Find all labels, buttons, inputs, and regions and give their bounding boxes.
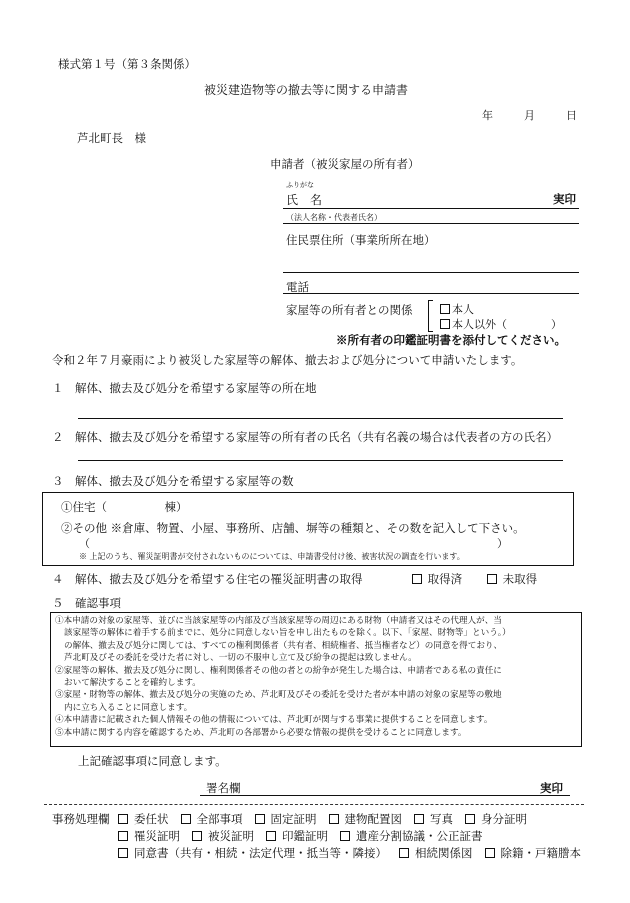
address-line[interactable]	[283, 272, 579, 273]
checkbox-icon[interactable]	[399, 848, 409, 858]
confirmation-line: の解体、撤去及び処分に関しては、すべての権利関係者（共有者、相続権者、抵当権者など）の同意を得ており、	[64, 640, 503, 651]
office-item[interactable]: 印鑑証明	[266, 829, 334, 843]
office-item[interactable]: 委任状	[118, 812, 175, 826]
checkbox-icon[interactable]	[329, 814, 339, 824]
signature-seal-label: 実印	[540, 781, 563, 795]
confirmation-box	[50, 612, 582, 747]
checkbox-icon[interactable]	[192, 831, 202, 841]
furigana-label: ふりがな	[286, 181, 314, 189]
seal-certificate-notice: ※所有者の印鑑証明書を添付してください。	[336, 333, 566, 347]
checkbox-icon[interactable]	[414, 814, 424, 824]
checkbox-icon[interactable]	[118, 831, 128, 841]
office-row-1	[118, 811, 539, 827]
checkbox-icon[interactable]	[487, 574, 497, 584]
agree-text: 上記確認事項に同意します。	[78, 754, 227, 768]
certificate-not-obtained-option[interactable]: 未取得	[487, 571, 537, 587]
date-month: 月	[524, 109, 535, 122]
form-number: 様式第１号（第３条関係）	[58, 57, 196, 71]
office-item[interactable]: 全部事項	[181, 812, 249, 826]
checkbox-icon[interactable]	[465, 814, 475, 824]
dashed-divider	[44, 804, 584, 805]
office-processing-label: 事務処理欄	[52, 812, 110, 826]
section-4-heading: ４ 解体、撤去及び処分を希望する住宅の罹災証明書の取得	[52, 572, 363, 586]
confirmation-line: 該家屋等の解体に着手する前までに、処分に同意しない旨を申し出たものを除く。以下、「家屋、財物等」という。）	[64, 628, 511, 639]
office-item[interactable]: 建物配置図	[329, 812, 409, 826]
relation-bracket	[428, 300, 433, 332]
addressee: 芦北町長 様	[77, 131, 146, 145]
office-row-3	[118, 845, 593, 861]
certificate-obtained-option[interactable]: 取得済	[412, 571, 462, 587]
checkbox-icon[interactable]	[412, 574, 422, 584]
relation-self-option[interactable]: 本人	[440, 301, 474, 317]
housing-count: ①住宅（ 棟）	[61, 500, 188, 514]
corp-note: （法人名称・代表者氏名）	[286, 213, 382, 222]
date-day: 日	[566, 109, 577, 122]
office-item[interactable]: 相続関係図	[399, 846, 479, 860]
address-label: 住民票住所（事業所所在地）	[286, 233, 436, 247]
relation-label: 家屋等の所有者との関係	[286, 303, 413, 317]
name-line[interactable]	[283, 208, 579, 209]
applicant-heading: 申請者（被災家屋の所有者）	[270, 157, 420, 171]
checkbox-icon[interactable]	[118, 814, 128, 824]
checkbox-icon[interactable]	[266, 831, 276, 841]
name-label: 氏 名	[286, 193, 323, 207]
checkbox-icon[interactable]	[181, 814, 191, 824]
seal-label: 実印	[553, 192, 576, 206]
checkbox-icon[interactable]	[118, 848, 128, 858]
corp-line[interactable]	[283, 223, 579, 224]
confirmation-line: おいて解決することを確約します。	[64, 678, 201, 689]
office-item[interactable]: 遺産分割協議・公正証書	[340, 829, 489, 843]
confirmation-line: ③家屋・財物等の解体、撤去及び処分の実施のため、芦北町及びその委託を受けた者が本申請の対象の家屋等の敷地	[55, 690, 502, 701]
building-count-box	[42, 492, 574, 566]
other-buildings: ②その他 ※倉庫、物置、小屋、事務所、店舗、塀等の種類と、その数を記入して下さい。	[61, 521, 525, 535]
relation-other-option[interactable]: 本人以外（ ）	[440, 316, 562, 332]
confirmation-line: ②家屋等の解体、撤去及び処分に関し、権利関係者その他の者との紛争が発生した場合は、申請者である私の責任に	[55, 665, 502, 676]
section-1-input-line[interactable]	[78, 418, 563, 419]
office-item[interactable]: 除籍・戸籍謄本	[485, 846, 588, 860]
section-2-heading: ２ 解体、撤去及び処分を希望する家屋等の所有者の氏名（共有名義の場合は代表者の方の氏名）	[52, 430, 558, 444]
signature-label: 署名欄	[206, 781, 241, 795]
building-count-note: ※ 上記のうち、罹災証明書が交付されないものについては、申請書受付け後、被害状況の調査を行います。	[79, 552, 465, 561]
office-item[interactable]: 身分証明	[465, 812, 533, 826]
checkbox-icon[interactable]	[340, 831, 350, 841]
office-item[interactable]: 被災証明	[192, 829, 260, 843]
form-title: 被災建造物等の撤去等に関する申請書	[204, 83, 409, 97]
confirmation-line: ⑤本申請に関する内容を確認するため、芦北町の各部署から必要な情報の提供を受けることに同意します。	[55, 727, 467, 738]
phone-label: 電話	[286, 280, 309, 294]
date-year: 年	[482, 109, 493, 122]
checkbox-icon[interactable]	[440, 319, 450, 329]
confirmation-list	[55, 615, 511, 739]
signature-line[interactable]	[200, 795, 570, 796]
checkbox-icon[interactable]	[440, 304, 450, 314]
section-5-heading: ５ 確認事項	[52, 596, 121, 610]
request-statement: 令和２年７月豪雨により被災した家屋等の解体、撤去および処分について申請いたします。	[52, 353, 523, 367]
section-2-input-line[interactable]	[78, 460, 563, 461]
office-item[interactable]: 写真	[414, 812, 459, 826]
confirmation-line: ①本申請の対象の家屋等、並びに当該家屋等の内部及び当該家屋等の周辺にある財物（申請者又はその代理人が、当	[55, 616, 502, 626]
confirmation-line: 芦北町及びその委託を受けた者に対し、一切の不服申し立て及び紛争の提起は致しません。	[64, 653, 417, 664]
confirmation-line: ④本申請書に記載された個人情報その他の情報については、芦北町が関与する事業に提供することを同意します。	[55, 715, 493, 726]
office-item[interactable]: 固定証明	[255, 812, 323, 826]
confirmation-line: 内に立ち入ることに同意します。	[64, 702, 193, 713]
office-item[interactable]: 罹災証明	[118, 829, 186, 843]
section-1-heading: １ 解体、撤去及び処分を希望する家屋等の所在地	[52, 381, 317, 395]
checkbox-icon[interactable]	[255, 814, 265, 824]
checkbox-icon[interactable]	[485, 848, 495, 858]
phone-line[interactable]	[283, 293, 579, 294]
section-3-heading: ３ 解体、撤去及び処分を希望する家屋等の数	[52, 474, 294, 488]
other-buildings-parens: （ ）	[79, 537, 508, 550]
office-row-2	[118, 828, 495, 844]
office-item[interactable]: 同意書（共有・相続・法定代理・抵当等・隣接）	[118, 846, 393, 860]
